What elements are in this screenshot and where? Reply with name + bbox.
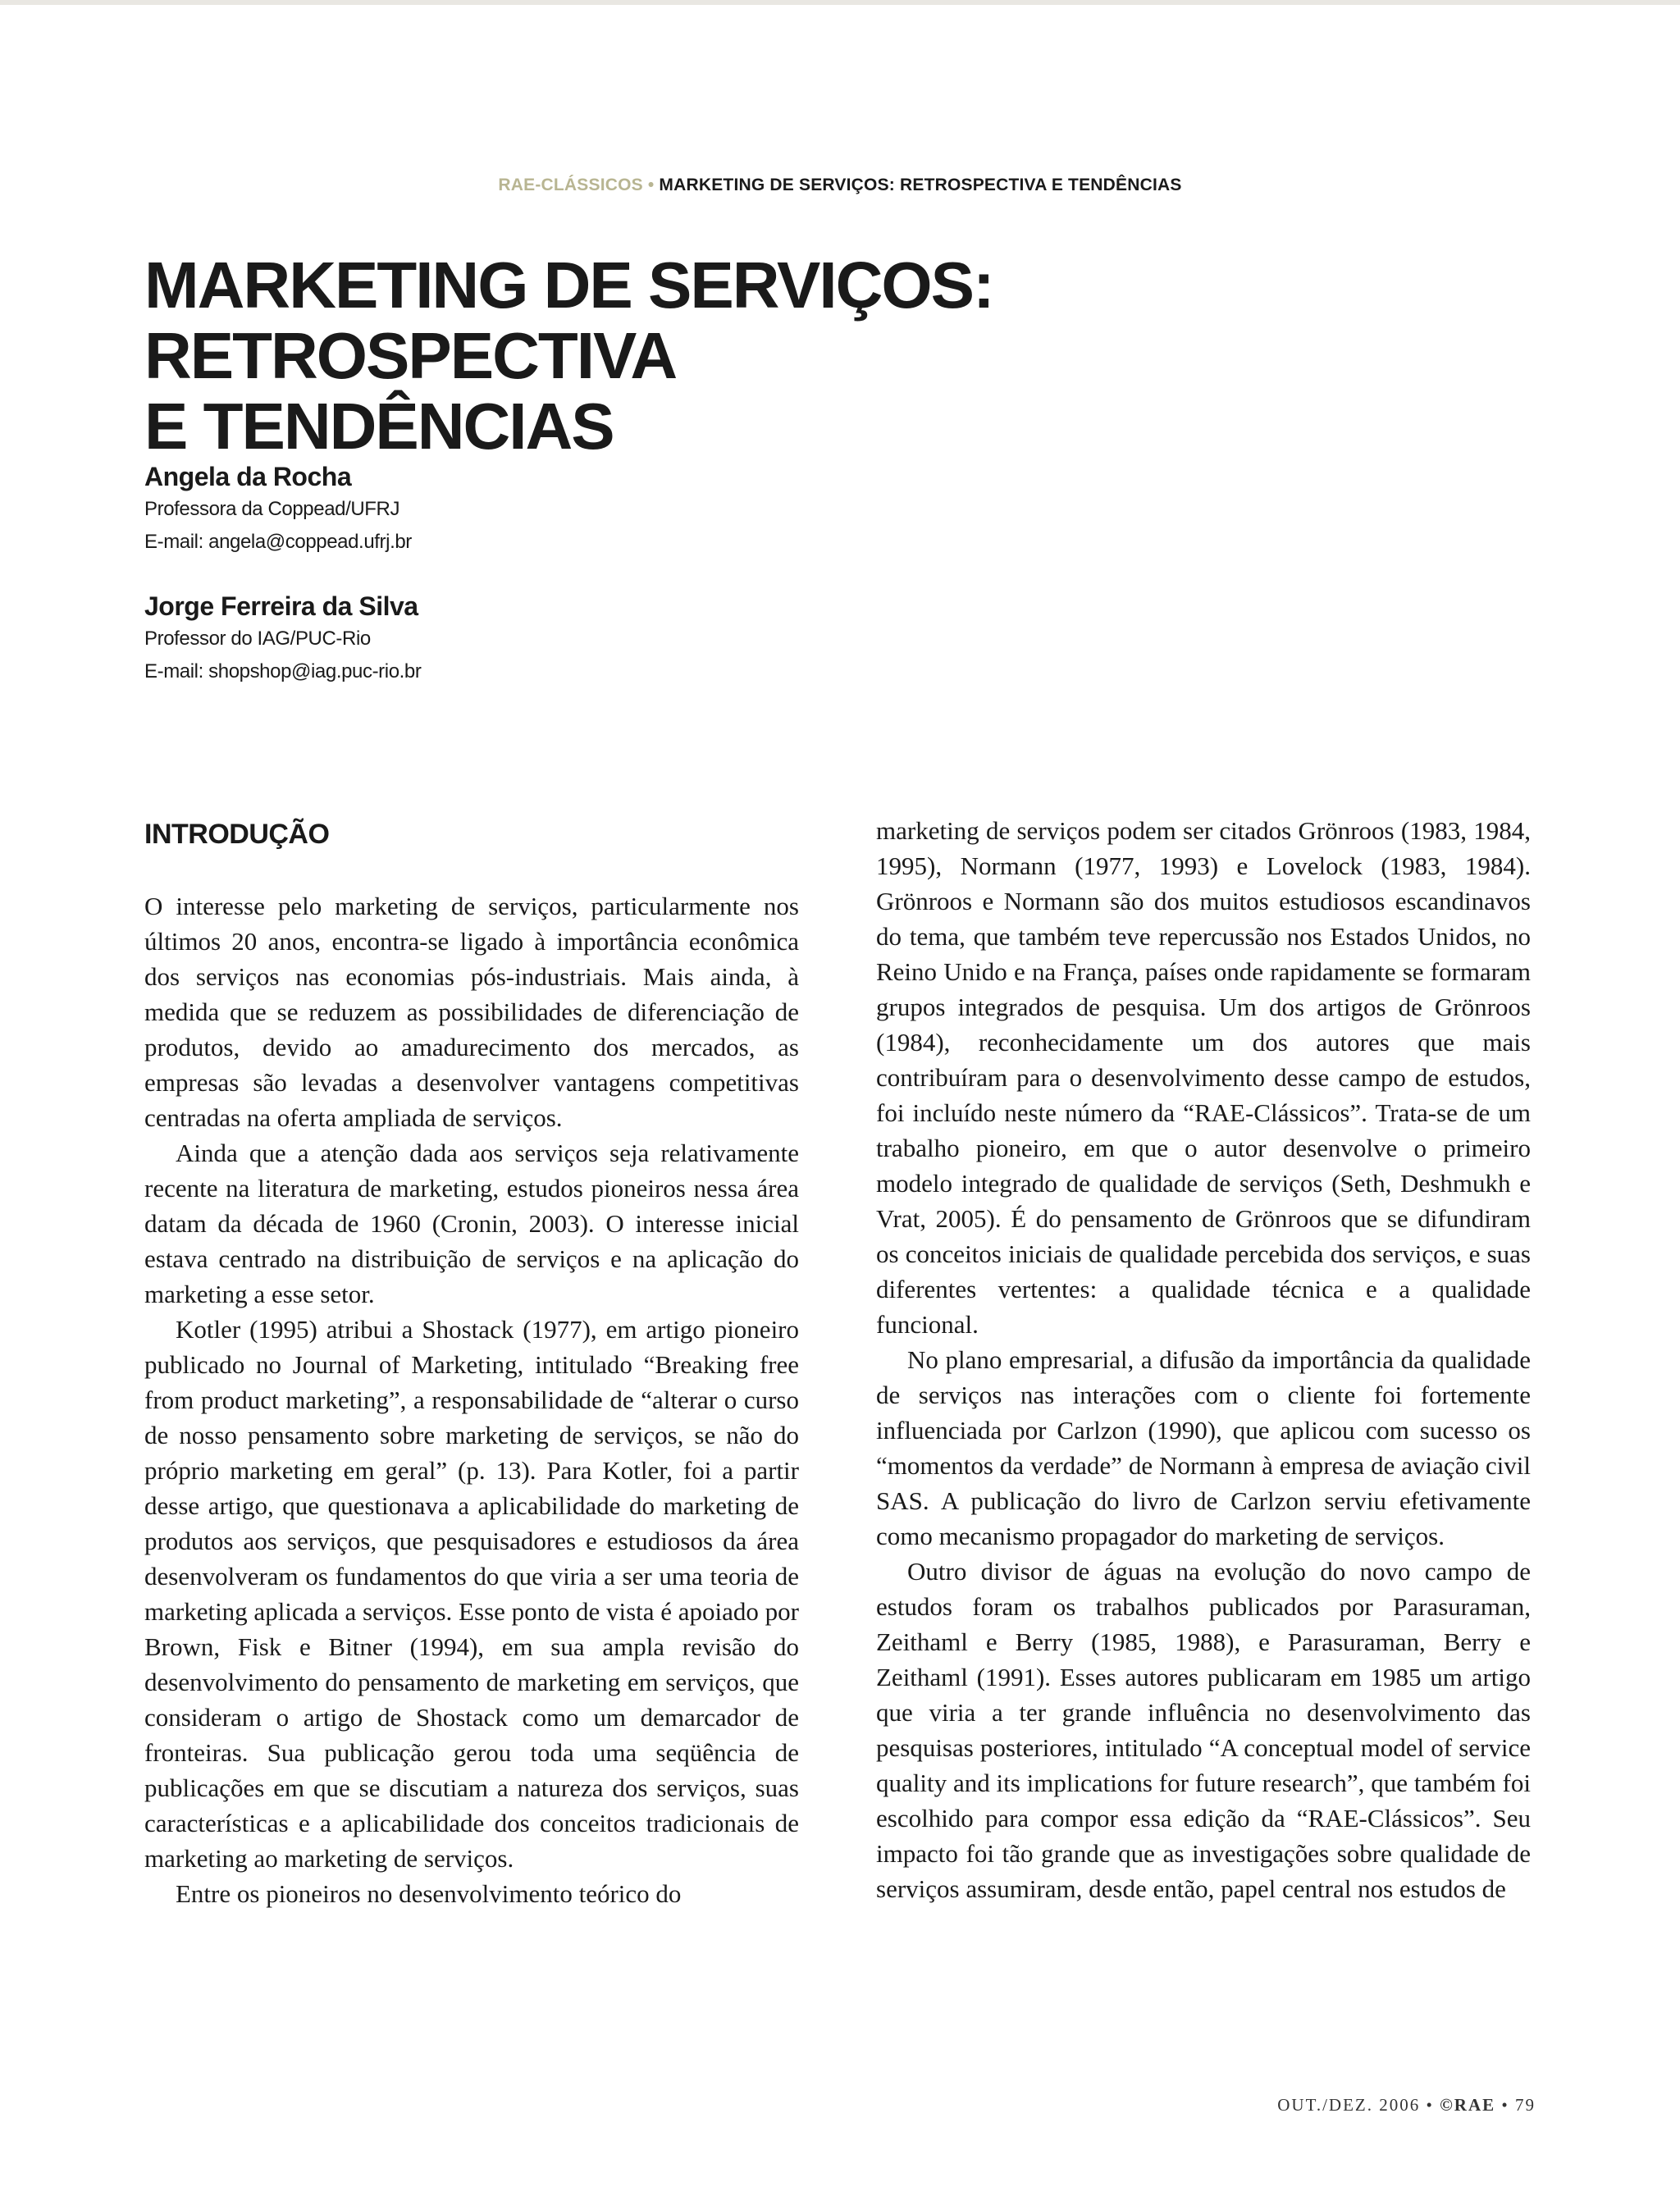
article-title: [144, 250, 1457, 462]
paragraph: Entre os pioneiros no desenvolvimento teórico do: [176, 1879, 682, 1908]
author-name: Angela da Rocha: [144, 462, 352, 491]
paragraph: Ainda que a atenção dada aos serviços seja relativamente recente na literatura de marketing, estudos pioneiros nessa área datam da década de 1960 (Cronin, 2003). O interesse inicial estava centrado na distribuição de serviços e na aplicação do marketing a esse setor.: [144, 1139, 799, 1308]
author-email: E-mail: angela@coppead.ufrj.br: [144, 531, 412, 553]
author-affiliation: Professor do IAG/PUC-Rio: [144, 628, 371, 650]
footer-journal: ©RAE: [1440, 2095, 1496, 2115]
article-title-line-1: MARKETING DE SERVIÇOS: RETROSPECTIVA: [144, 249, 993, 392]
author-affiliation: Professora da Coppead/UFRJ: [144, 498, 400, 520]
author-block: [144, 590, 421, 688]
author-name: Jorge Ferreira da Silva: [144, 591, 418, 621]
paragraph: O interesse pelo marketing de serviços, particularmente nos últimos 20 anos, encontra-se ligado à importância econômica dos serviços nas economias pós-industriais. Mais ainda, à medida que se reduzem as possibilidades de diferenciação de produtos, devido ao amadurecimento dos mercados, as empresas são levadas a desenvolver vantagens competitivas centradas na oferta ampliada de serviços.: [144, 892, 799, 1132]
author-block: [144, 460, 412, 559]
paragraph: Kotler (1995) atribui a Shostack (1977), em artigo pioneiro publicado no Journal of Marketing, intitulado “Breaking free from product marketing”, a responsabilidade de “alterar o curso de nosso pensamento sobre marketing de serviços, se não do próprio marketing em geral” (p. 13). Para Kotler, foi a partir desse artigo, que questionava a aplicabilidade do marketing de produtos aos serviços, que pesquisadores e estudiosos da área desenvolveram os fundamentos do que viria a ser uma teoria de marketing aplicada a serviços. Esse ponto de vista é apoiado por Brown, Fisk e Bitner (1994), em sua ampla revisão do desenvolvimento do pensamento de marketing em serviços, que consideram o artigo de Shostack como um demarcador de fronteiras. Sua publicação gerou toda uma seqüência de publicações em que se discutiam a natureza dos serviços, suas características e a aplicabilidade dos conceitos tradicionais de marketing ao marketing de serviços.: [144, 1315, 799, 1873]
paragraph: Outro divisor de águas na evolução do novo campo de estudos foram os trabalhos publicados por Parasuraman, Zeithaml e Berry (1985, 1988), e Parasuraman, Berry e Zeithaml (1991). Esses autores publicaram em 1985 um artigo que viria a ter grande influência no desenvolvimento das pesquisas posteriores, intitulado “A conceptual model of service quality and its implications for future research”, que também foi escolhido para compor essa edição da “RAE-Clássicos”. Seu impacto foi tão grande que as investigações sobre qualidade de serviços assumiram, desde então, papel central nos estudos de: [876, 1557, 1531, 1903]
footer-separator: •: [1426, 2095, 1434, 2115]
running-head-separator: •: [647, 176, 655, 194]
author-email: E-mail: shopshop@iag.puc-rio.br: [144, 660, 422, 682]
body-column-left: [144, 888, 799, 1911]
article-title-line-2: E TENDÊNCIAS: [144, 390, 614, 463]
running-head: [0, 176, 1680, 195]
page-number: 79: [1515, 2095, 1536, 2115]
footer-separator: •: [1501, 2095, 1509, 2115]
page-footer: [1277, 2095, 1536, 2116]
footer-issue: OUT./DEZ. 2006: [1277, 2095, 1421, 2115]
running-head-title: MARKETING DE SERVIÇOS: RETROSPECTIVA E TENDÊNCIAS: [659, 176, 1182, 194]
section-heading: INTRODUÇÃO: [144, 819, 330, 850]
paragraph: marketing de serviços podem ser citados Grönroos (1983, 1984, 1995), Normann (1977, 1993) e Lovelock (1983, 1984). Grönroos e Normann são dos muitos estudiosos escandinavos do tema, que também teve repercussão nos Estados Unidos, no Reino Unido e na França, países onde rapidamente se formaram grupos integrados de pesquisa. Um dos artigos de Grönroos (1984), reconhecidamente um dos autores que mais contribuíram para o desenvolvimento desse campo de estudos, foi incluído neste número da “RAE-Clássicos”. Trata-se de um trabalho pioneiro, em que o autor desenvolve o primeiro modelo integrado de qualidade de serviços (Seth, Deshmukh e Vrat, 2005). É do pensamento de Grönroos que se difundiram os conceitos iniciais de qualidade percebida dos serviços, e suas diferentes vertentes: a qualidade técnica e a qualidade funcional.: [876, 816, 1531, 1339]
body-column-right: [876, 813, 1531, 1906]
running-head-section: RAE-CLÁSSICOS: [498, 176, 643, 194]
paragraph: No plano empresarial, a difusão da importância da qualidade de serviços nas interações com o cliente foi fortemente influenciada por Carlzon (1990), que aplicou com sucesso os “momentos da verdade” de Normann à empresa de aviação civil SAS. A publicação do livro de Carlzon serviu efetivamente como mecanismo propagador do marketing de serviços.: [876, 1345, 1531, 1550]
top-stripe: [0, 0, 1680, 5]
